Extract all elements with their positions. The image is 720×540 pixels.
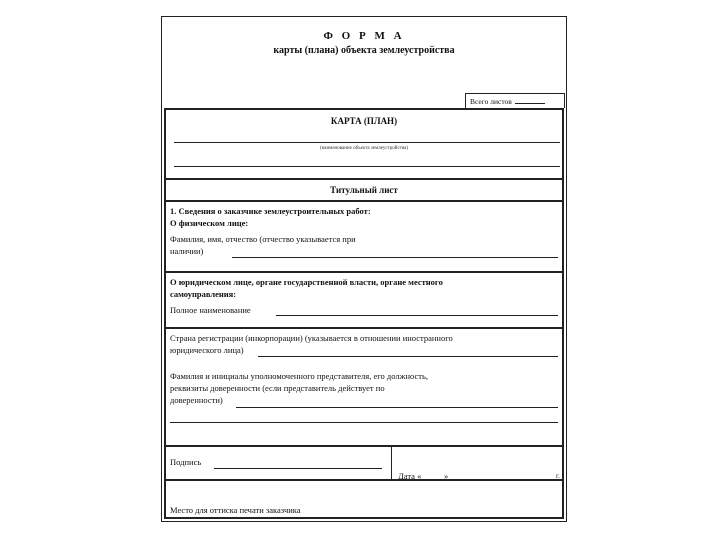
full-name-label: Полное наименование: [170, 305, 251, 315]
map-heading: КАРТА (ПЛАН): [330, 116, 398, 126]
form-page: [161, 16, 567, 522]
country-label-line2: юридического лица): [170, 345, 244, 355]
country-input-line[interactable]: [258, 356, 558, 357]
object-name-caption: (наименование объекта землеустройства): [319, 146, 409, 151]
representative-label-line1: Фамилия и инициалы уполномоченного представителя, его должность,: [170, 371, 428, 381]
country-label-line1: Страна регистрации (инкорпорации) (указывается в отношении иностранного: [170, 333, 453, 343]
form-title: Ф О Р М А: [323, 30, 405, 42]
total-sheets-field[interactable]: [515, 94, 545, 104]
form-subtitle: карты (плана) объекта землеустройства: [273, 45, 455, 56]
title-sheet-section: [166, 180, 562, 202]
map-form-frame: [164, 108, 564, 519]
representative-label-line2: реквизиты доверенности (если представитель действует по: [170, 383, 385, 393]
representative-input-line-2[interactable]: [170, 422, 558, 423]
title-sheet-heading: Титульный лист: [330, 185, 398, 195]
total-sheets-box: [465, 93, 565, 108]
registration-section: [166, 329, 562, 447]
stamp-section: [166, 481, 562, 517]
individual-heading: О физическом лице:: [170, 218, 249, 228]
date-label: Дата «: [398, 471, 422, 481]
date-year-suffix: г.: [556, 472, 560, 480]
fullname-label-line2: наличии): [170, 246, 204, 256]
legal-heading-line1: О юридическом лице, органе государственной власти, органе местного: [170, 277, 443, 287]
stamp-label: Место для оттиска печати заказчика: [170, 505, 301, 515]
representative-input-line[interactable]: [236, 407, 558, 408]
customer-section-heading: 1. Сведения о заказчике землеустроительных работ:: [170, 206, 371, 216]
map-section: [166, 110, 562, 180]
object-name-line-2[interactable]: [174, 166, 560, 167]
signature-input-line[interactable]: [214, 468, 382, 469]
representative-label-line3: доверенности): [170, 395, 223, 405]
object-name-line[interactable]: [174, 142, 560, 143]
signature-date-divider: [391, 447, 392, 481]
total-sheets-label: Всего листов: [470, 97, 512, 106]
date-quote-close: »: [444, 471, 449, 481]
legal-heading-line2: самоуправления:: [170, 289, 237, 299]
legal-entity-section: [166, 273, 562, 329]
fullname-label-line1: Фамилия, имя, отчество (отчество указывается при: [170, 234, 356, 244]
signature-label: Подпись: [170, 457, 202, 467]
customer-section: [166, 202, 562, 273]
signature-section: [166, 447, 562, 481]
fullname-input-line[interactable]: [232, 257, 558, 258]
full-name-input-line[interactable]: [276, 315, 558, 316]
